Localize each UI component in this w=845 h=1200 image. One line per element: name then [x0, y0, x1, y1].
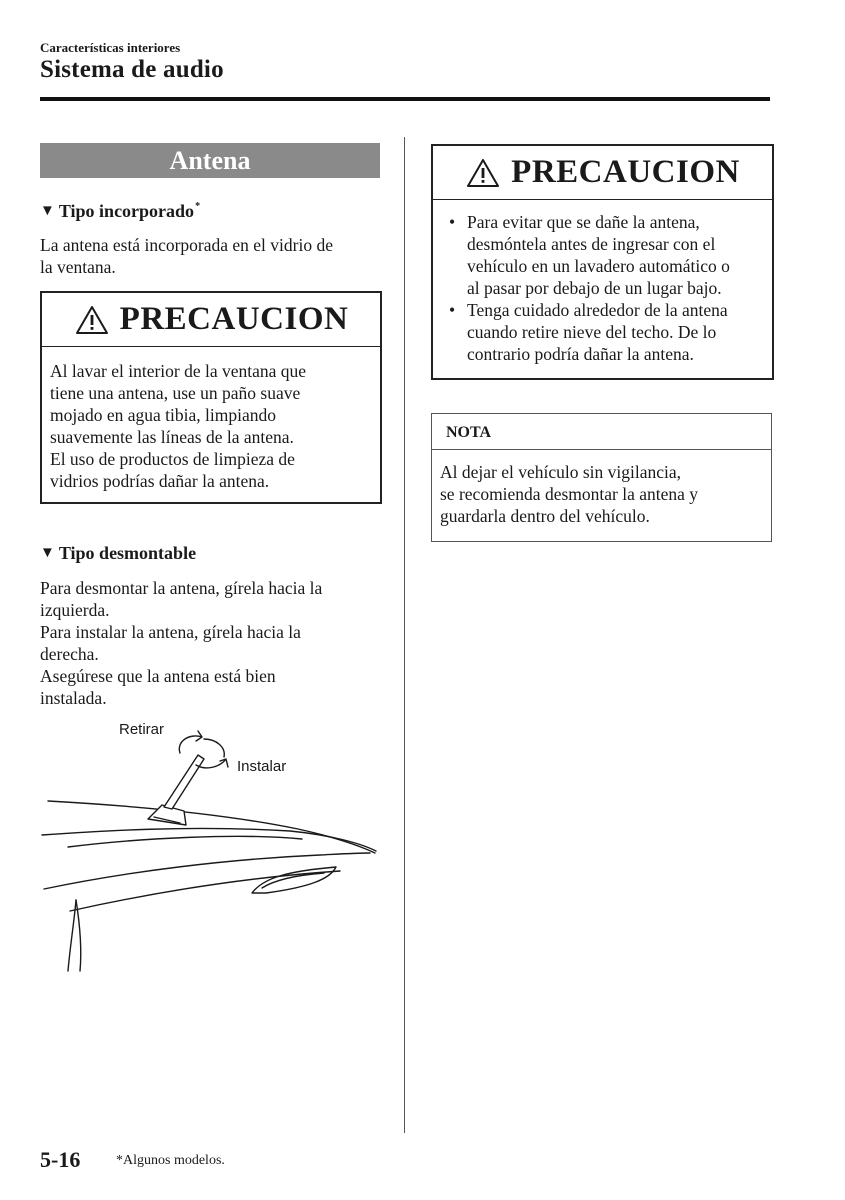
text-line: Asegúrese que la antena está bien	[40, 666, 276, 686]
bullet-dot: •	[449, 300, 456, 320]
text-line: izquierda.	[40, 600, 110, 620]
warning-triangle-icon	[74, 304, 110, 336]
text-line: vidrios podrías dañar la antena.	[50, 471, 270, 491]
figure-label-install: Instalar	[237, 758, 287, 775]
caution-title: PRECAUCION	[511, 154, 740, 190]
section-banner: Antena	[40, 143, 380, 178]
text-line: al pasar por debajo de un lugar bajo.	[467, 278, 722, 298]
caution-header	[433, 146, 772, 200]
text-line: Al dejar el vehículo sin vigilancia,	[440, 462, 682, 482]
text-line: instalada.	[40, 688, 107, 708]
text-line: cuando retire nieve del techo. De lo	[467, 322, 717, 342]
text-line: La antena está incorporada en el vidrio de	[40, 235, 333, 255]
subhead-desmontable	[40, 543, 196, 564]
antenna-illustration	[40, 725, 380, 975]
page-title: Sistema de audio	[40, 56, 224, 83]
note-body	[432, 450, 771, 537]
figure-label-remove: Retirar	[119, 721, 165, 738]
text-line: Para instalar la antena, gírela hacia la	[40, 622, 301, 642]
subhead-incorporado	[40, 201, 200, 222]
text-line: guardarla dentro del vehículo.	[440, 506, 650, 526]
note-header: NOTA	[432, 414, 771, 450]
text-line: Para desmontar la antena, gírela hacia la	[40, 578, 323, 598]
text-line: Para evitar que se dañe la antena,	[467, 212, 700, 232]
text-line: la ventana.	[40, 257, 116, 277]
down-triangle-icon: ▼	[40, 203, 55, 219]
text-line: Al lavar el interior de la ventana que	[50, 361, 307, 381]
caution-body	[433, 200, 772, 373]
bullet-item	[433, 299, 766, 365]
caution-box-right	[431, 144, 774, 380]
caution-body	[42, 347, 380, 502]
caution-title: PRECAUCION	[119, 301, 349, 337]
warning-triangle-icon	[465, 157, 501, 189]
text-line: derecha.	[40, 644, 99, 664]
text-line: El uso de productos de limpieza de	[50, 449, 295, 469]
page-number: 5-16	[40, 1147, 81, 1172]
text-line: suavemente las líneas de la antena.	[50, 427, 294, 447]
text-line: mojado en agua tibia, limpiando	[50, 405, 276, 425]
column-divider	[404, 137, 405, 1133]
caution-box-left	[40, 291, 382, 504]
caution-header	[42, 293, 380, 347]
section-label: Características interiores	[40, 40, 181, 55]
paragraph-desmontable	[40, 577, 385, 709]
text-line: tiene una antena, use un paño suave	[50, 383, 301, 403]
footnote: *Algunos modelos.	[116, 1153, 225, 1168]
footnote-mark: *	[195, 201, 201, 212]
text-line: vehículo en un lavadero automático o	[467, 256, 730, 276]
header-rule	[40, 97, 770, 101]
subhead-title: Tipo incorporado	[58, 201, 195, 221]
note-box	[431, 413, 772, 542]
text-line: se recomienda desmontar la antena y	[440, 484, 699, 504]
subhead-title: Tipo desmontable	[58, 543, 197, 563]
down-triangle-icon: ▼	[40, 545, 55, 561]
paragraph-incorporado	[40, 234, 385, 278]
bullet-dot: •	[449, 212, 456, 232]
text-line: desmóntela antes de ingresar con el	[467, 234, 716, 254]
text-line: Tenga cuidado alrededor de la antena	[467, 300, 728, 320]
bullet-item	[433, 211, 766, 299]
text-line: contrario podría dañar la antena.	[467, 344, 694, 364]
